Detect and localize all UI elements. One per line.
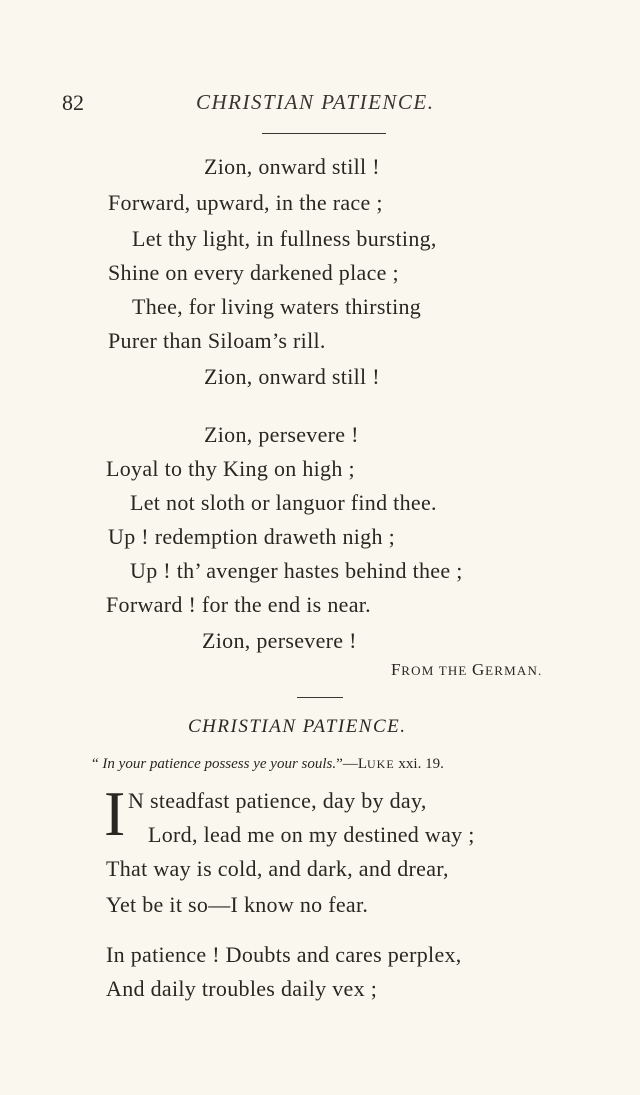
poem-title: CHRISTIAN PATIENCE. <box>188 716 407 737</box>
poem-line: Zion, onward still ! <box>204 364 380 389</box>
poem-line: Up ! redemption draweth nigh ; <box>108 524 395 549</box>
page-number: 82 <box>62 90 84 115</box>
epigraph: “ In your patience possess ye your souls.”—LUKE xxi. 19. <box>92 756 444 772</box>
section-divider <box>297 697 343 698</box>
poem-line: Thee, for living waters thirsting <box>132 294 422 319</box>
poem-line: Forward ! for the end is near. <box>106 592 371 617</box>
poem-line: In patience ! Doubts and cares perplex, <box>106 942 462 967</box>
poem-line: Loyal to thy King on high ; <box>106 456 355 481</box>
header-rule <box>262 133 386 134</box>
drop-cap: I <box>104 778 126 849</box>
poem-line: Purer than Siloam’s rill. <box>108 328 326 353</box>
poem-line: Let thy light, in fullness bursting, <box>132 226 437 251</box>
poem-line: Zion, onward still ! <box>204 154 380 179</box>
attribution: FROM THE GERMAN. <box>391 660 543 679</box>
poem-line: And daily troubles daily vex ; <box>106 976 378 1001</box>
poem-line: Zion, persevere ! <box>202 628 357 653</box>
poem-line: Shine on every darkened place ; <box>108 260 399 285</box>
poem-line: Let not sloth or languor find thee. <box>130 490 437 515</box>
poem-line: That way is cold, and dark, and drear, <box>106 856 449 881</box>
poem-line: Up ! th’ avenger hastes behind thee ; <box>130 558 463 583</box>
poem-line: Zion, persevere ! <box>204 422 359 447</box>
poem-line: Forward, upward, in the race ; <box>108 190 383 215</box>
poem-line: Yet be it so—I know no fear. <box>106 892 369 917</box>
running-title: CHRISTIAN PATIENCE. <box>196 90 435 114</box>
poem-line: Lord, lead me on my destined way ; <box>148 822 475 847</box>
poem-line: N steadfast patience, day by day, <box>128 788 427 813</box>
